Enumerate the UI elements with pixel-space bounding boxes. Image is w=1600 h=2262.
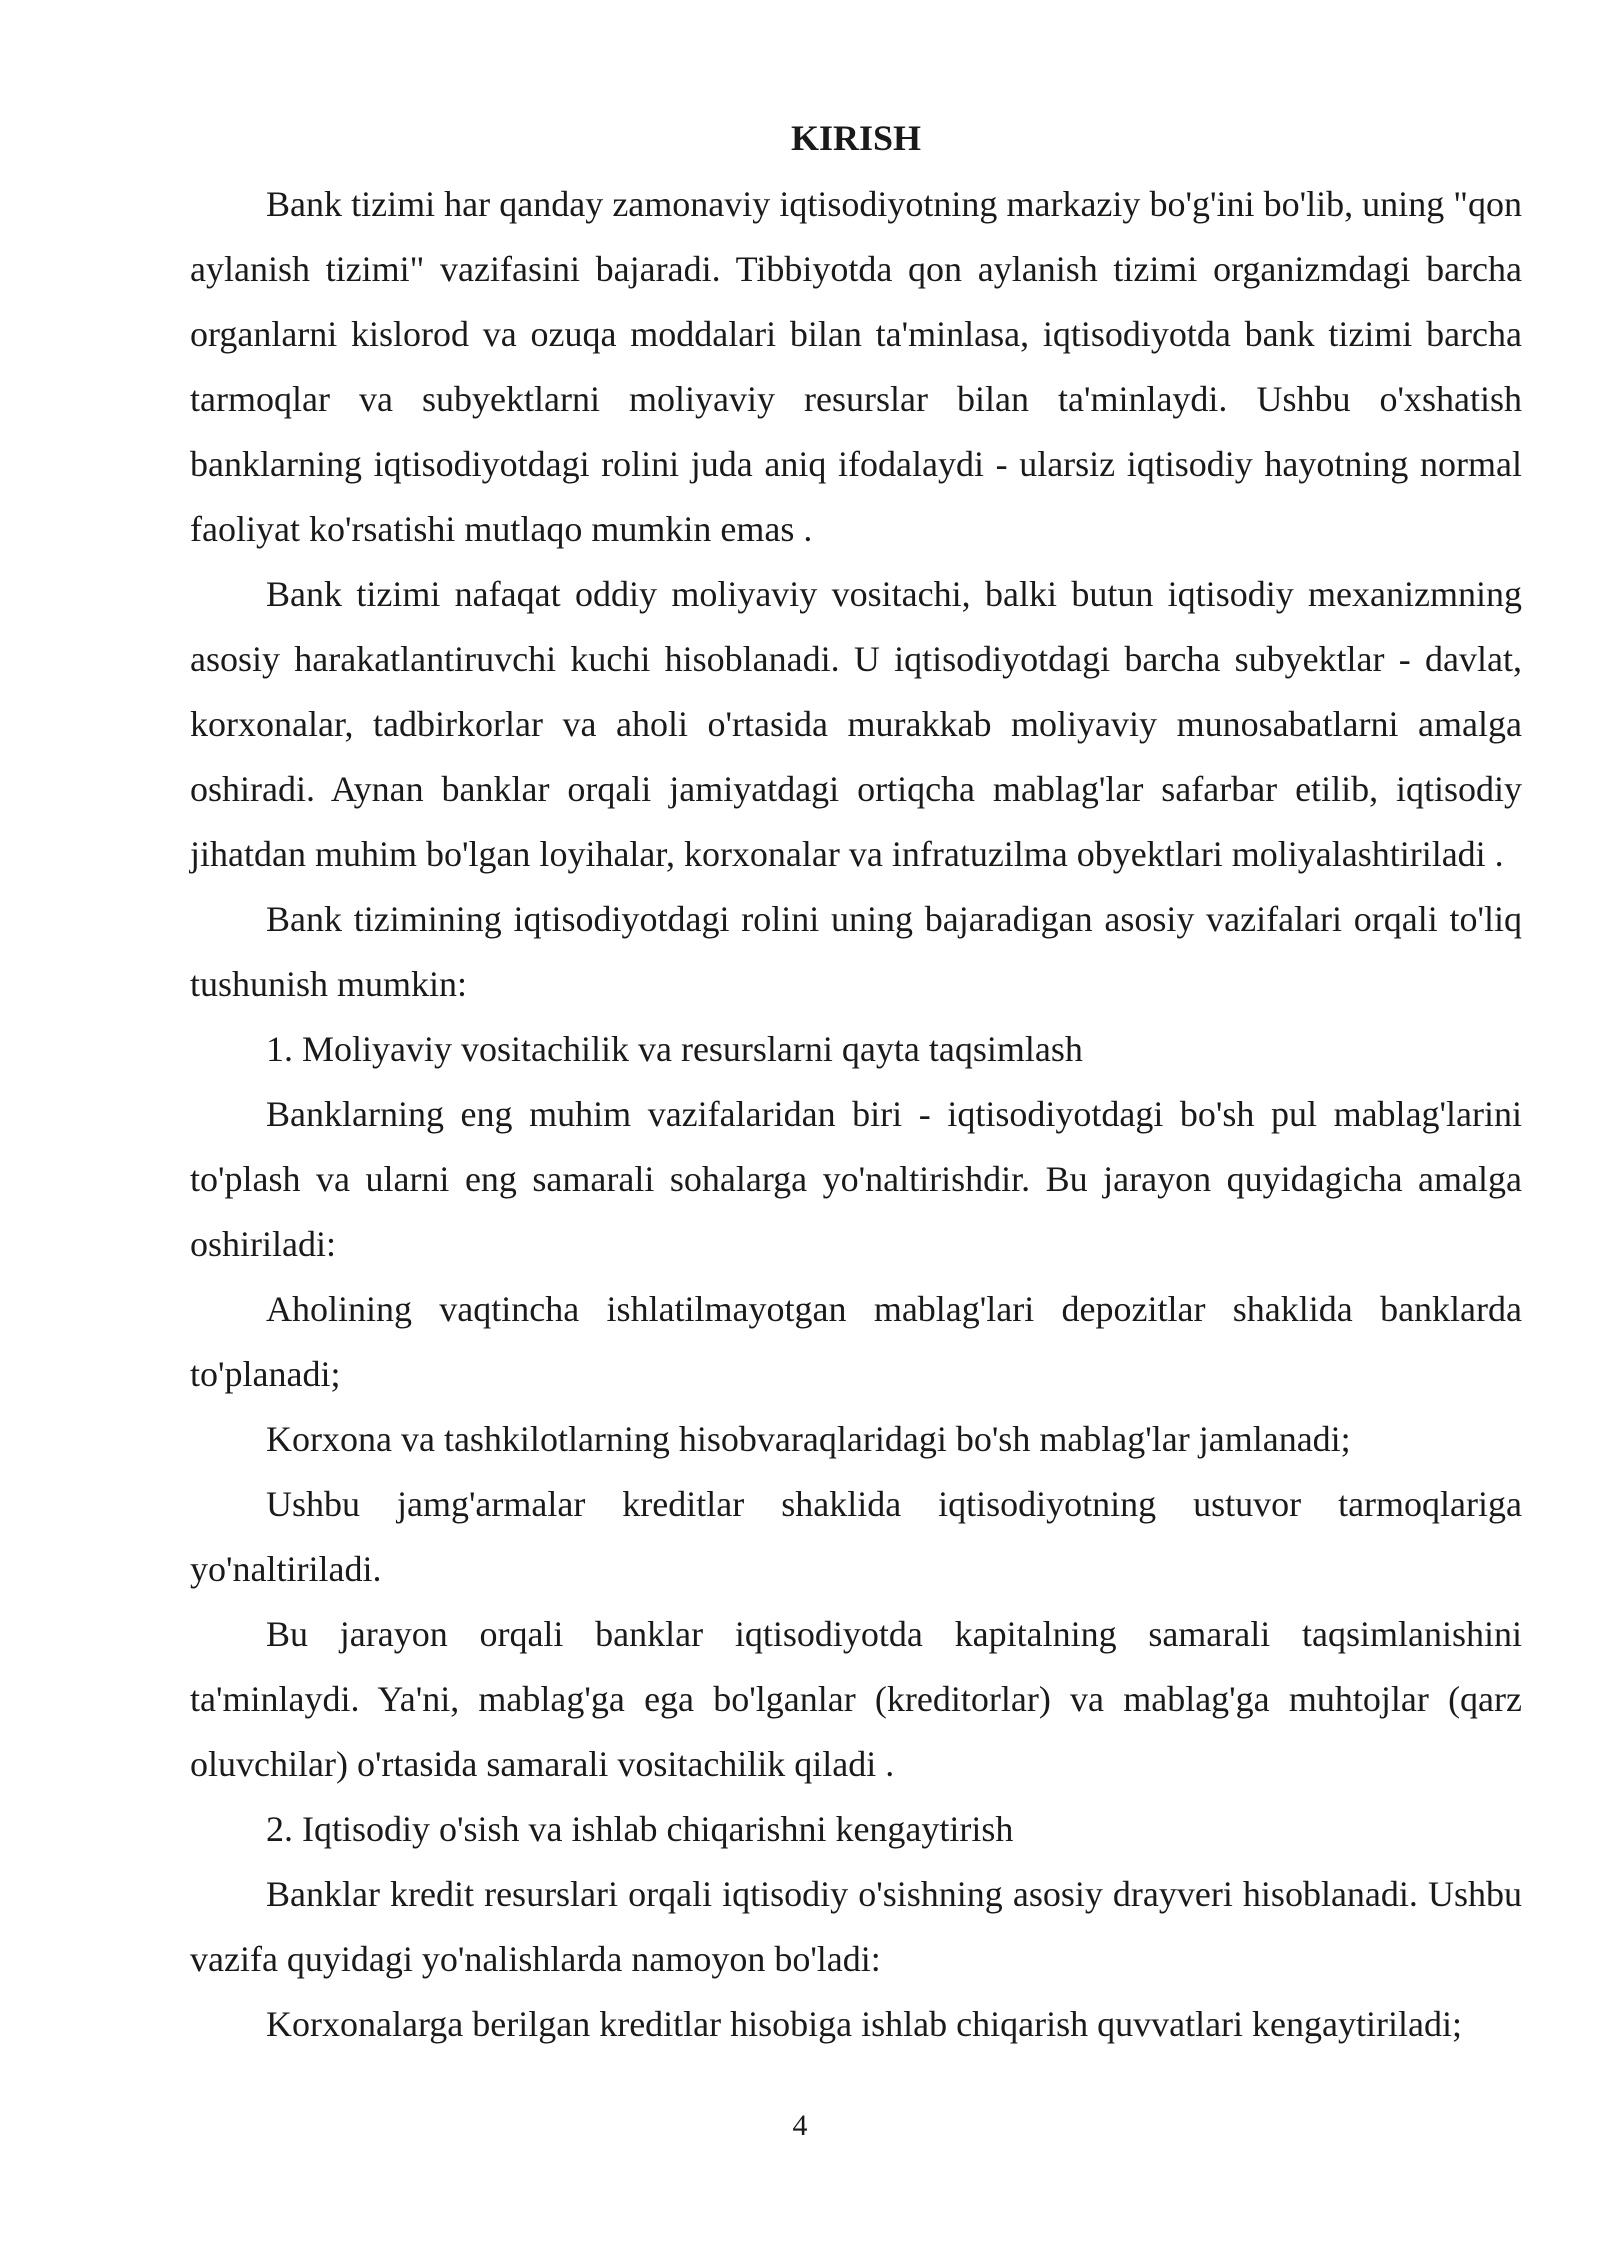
list-item-production-capacity: Korxonalarga berilgan kreditlar hisobiga ishlab chiqarish quvvatlari kengaytiriladi; [266, 2004, 1462, 2044]
paragraph-growth-desc: Banklar kredit resurslari orqali iqtisodiy o'sishning asosiy drayveri hisoblanadi. Ushbu vazifa quyidagi yo'nalishlarda namoyon bo'ladi: [190, 1874, 1522, 1979]
subheading-economic-growth: 2. Iqtisodiy o'sish va ishlab chiqarishni kengaytirish [266, 1809, 1014, 1849]
paragraph-functions-intro: Bank tizimining iqtisodiyotdagi rolini uning bajaradigan asosiy vazifalari orqali to'liq tushunish mumkin: [190, 899, 1522, 1004]
page-content [190, 112, 1522, 2057]
list-item-enterprise-funds: Korxona va tashkilotlarning hisobvaraqlaridagi bo'sh mablag'lar jamlanadi; [266, 1419, 1351, 1459]
paragraph-capital-allocation: Bu jarayon orqali banklar iqtisodiyotda kapitalning samarali taqsimlanishini ta'minlaydi. Ya'ni, mablag'ga ega bo'lganlar (kreditorlar) va mablag'ga muhtojlar (qarz oluvchilar) o'rtasida samarali vositachilik qiladi . [190, 1614, 1522, 1784]
section-title: KIRISH [790, 118, 922, 158]
subheading-financial-intermediation: 1. Moliyaviy vositachilik va resurslarni qayta taqsimlash [266, 1029, 1083, 1069]
list-item-deposits: Aholining vaqtincha ishlatilmayotgan mablag'lari depozitlar shaklida banklarda to'planadi; [190, 1289, 1522, 1394]
paragraph-intermediation-desc: Banklarning eng muhim vazifalaridan biri - iqtisodiyotdagi bo'sh pul mablag'larini to'plash va ularni eng samarali sohalarga yo'naltirishdir. Bu jarayon quyidagicha amalga oshiriladi: [190, 1094, 1522, 1264]
paragraph-bank-system-role: Bank tizimi nafaqat oddiy moliyaviy vositachi, balki butun iqtisodiy mexanizmning asosiy harakatlantiruvchi kuchi hisoblanadi. U iqtisodiyotdagi barcha subyektlar - davlat, korxonalar, tadbirkorlar va aholi o'rtasida murakkab moliyaviy munosabatlarni amalga oshiradi. Aynan banklar orqali jamiyatdagi ortiqcha mablag'lar safarbar etilib, iqtisodiy jihatdan muhim bo'lgan loyihalar, korxonalar va infratuzilma obyektlari moliyalashtiriladi . [190, 574, 1522, 874]
list-item-credit-direction: Ushbu jamg'armalar kreditlar shaklida iqtisodiyotning ustuvor tarmoqlariga yo'naltiriladi. [190, 1484, 1522, 1589]
paragraph-intro: Bank tizimi har qanday zamonaviy iqtisodiyotning markaziy bo'g'ini bo'lib, uning "qon aylanish tizimi" vazifasini bajaradi. Tibbiyotda qon aylanish tizimi organizmdagi barcha organlarni kislorod va ozuqa moddalari bilan ta'minlasa, iqtisodiyotda bank tizimi barcha tarmoqlar va subyektlarni moliyaviy resurslar bilan ta'minlaydi. Ushbu o'xshatish banklarning iqtisodiyotdagi rolini juda aniq ifodalaydi - ularsiz iqtisodiy hayotning normal faoliyat ko'rsatishi mutlaqo mumkin emas . [190, 184, 1522, 549]
page-number: 4 [792, 2109, 808, 2142]
